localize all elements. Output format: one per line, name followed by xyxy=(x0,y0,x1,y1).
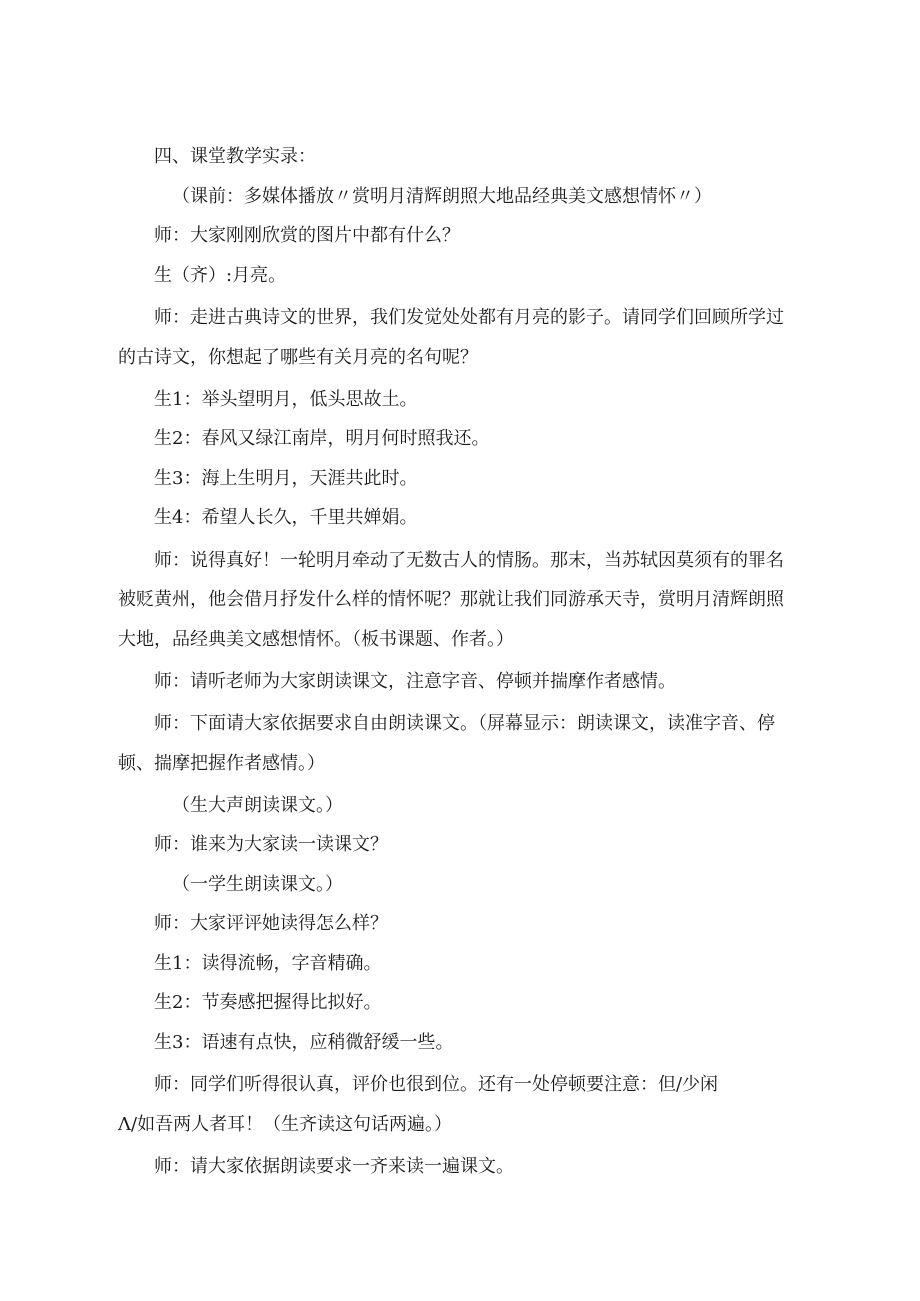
document-body xyxy=(118,140,808,1189)
paragraph xyxy=(118,541,808,660)
paragraph: （课前：多媒体播放〃赏明月清辉朗照大地品经典美文感想情怀〃） xyxy=(172,185,712,207)
paragraph xyxy=(118,298,808,377)
paragraph: 生4：希望人长久，千里共婵娟。 xyxy=(154,507,418,528)
paragraph-line: Λ/如吾两人者耳！（生齐读这句话两遍。） xyxy=(118,1113,453,1135)
paragraph-line: 顿、揣摩把握作者感情。） xyxy=(118,752,325,774)
paragraph: 师：大家刚刚欣赏的图片中都有什么？ xyxy=(154,225,460,246)
paragraph xyxy=(118,1065,808,1144)
paragraph: 师：请大家依据朗读要求一齐来读一遍课文。 xyxy=(154,1155,514,1177)
paragraph-line: 大地，品经典美文感想情怀。（板书课题、作者。） xyxy=(118,628,514,650)
paragraph: 师：大家评评她读得怎么样？ xyxy=(154,913,388,934)
paragraph: 生（齐）:月亮。 xyxy=(154,264,287,286)
paragraph: （一学生朗读课文。） xyxy=(172,873,343,895)
paragraph xyxy=(118,704,808,783)
paragraph: 生1：读得流畅，字音精确。 xyxy=(154,952,382,974)
paragraph: 生3：语速有点快，应稍微舒缓一些。 xyxy=(154,1031,454,1053)
paragraph-line: 师：说得真好！一轮明月牵动了无数古人的情肠。那末，当苏轼因莫须有的罪名 xyxy=(154,549,784,571)
paragraph: 生2：春风又绿江南岸，明月何时照我还。 xyxy=(154,428,490,449)
paragraph: 生1：举头望明月，低头思故土。 xyxy=(154,388,418,410)
section-heading: 四、课堂教学实录： xyxy=(154,146,316,167)
paragraph: 师：请听老师为大家朗读课文，注意字音、停顿并揣摩作者感情。 xyxy=(154,670,676,692)
paragraph-line: 师：下面请大家依据要求自由朗读课文。（屏幕显示：朗读课文，读准字音、停 xyxy=(154,713,775,734)
paragraph: 师：谁来为大家读一读课文？ xyxy=(154,834,388,855)
paragraph-line: 师：同学们听得很认真，评价也很到位。还有一处停顿要注意：但/少闲 xyxy=(154,1074,719,1095)
paragraph-line: 师：走进古典诗文的世界，我们发觉处处都有月亮的影子。请同学们回顾所学过 xyxy=(154,307,784,328)
paragraph: 生3：海上生明月，天涯共此时。 xyxy=(154,467,418,489)
paragraph: 生2：节奏感把握得比拟好。 xyxy=(154,992,382,1013)
paragraph-line: 的古诗文，你想起了哪些有关月亮的名句呢？ xyxy=(118,346,478,368)
paragraph: （生大声朗读课文。） xyxy=(172,794,343,816)
paragraph-line: 被贬黄州，他会借月抒发什么样的情怀呢？那就让我们同游承天寺，赏明月清辉朗照 xyxy=(118,589,784,610)
